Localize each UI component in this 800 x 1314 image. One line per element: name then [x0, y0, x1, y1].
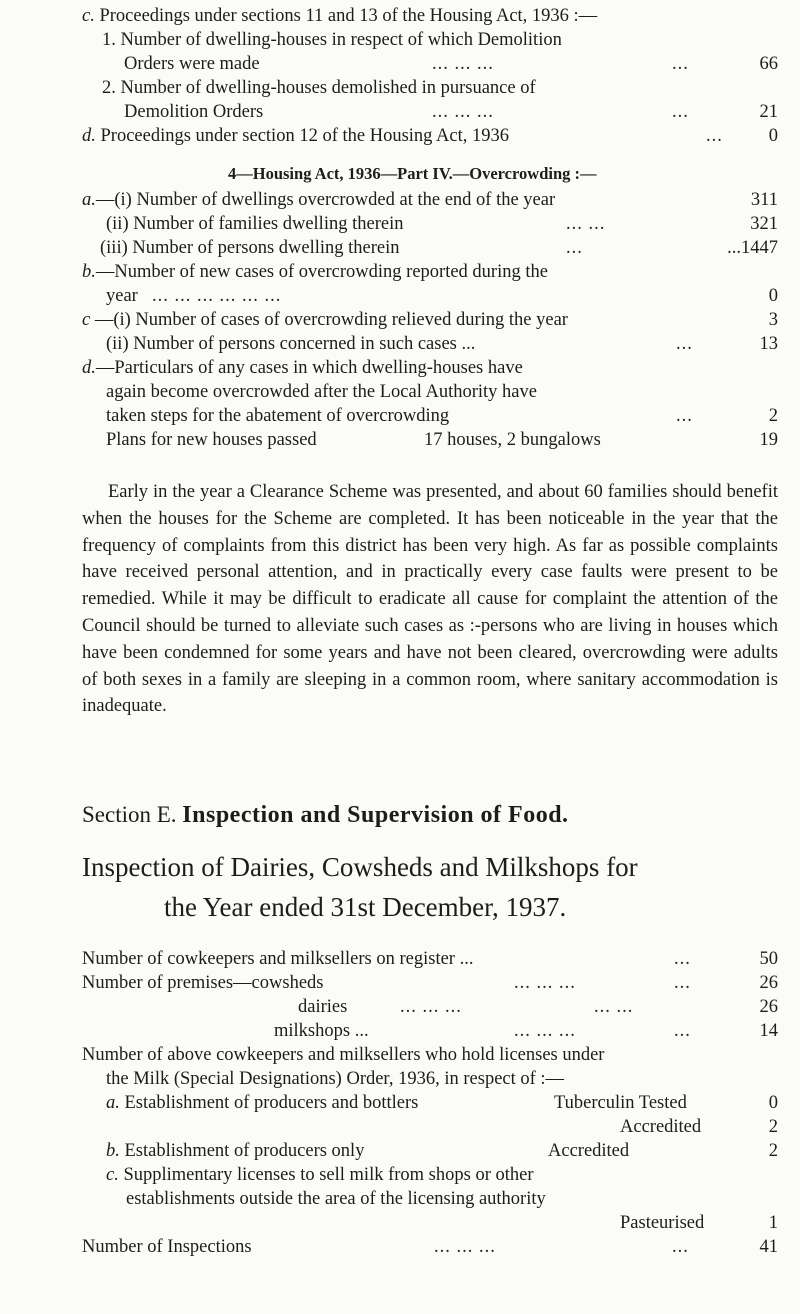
- overcrowding-a3: (iii) Number of persons dwelling therein: [100, 238, 400, 258]
- housing-d-text: Proceedings under section 12 of the Housing Act, 1936: [100, 126, 509, 146]
- leader-dots: ...: [676, 334, 693, 354]
- overcrowding-a1-text: —(i) Number of dwellings overcrowded at the end of the year: [95, 190, 556, 210]
- licence-c-category: Pasteurised: [620, 1213, 705, 1233]
- overcrowding-c1-value: 3: [768, 310, 778, 330]
- leader-dots: ... ... ... ... ... ...: [152, 286, 282, 306]
- leader-dots: ...: [674, 1021, 691, 1041]
- clearance-paragraph-text: Early in the year a Clearance Scheme was presented, and about 60 families should benefit when the houses for the Scheme are completed. It has been noticeable in the year that the frequency of complaints from this district has been very high. As far as possible complaints have received personal attention, and in practically every case faults were present to be remedied. While it may be difficult to eradicate all cause for complaint the attention of the Council should be turned to alleviate such cases as :-persons who are living in houses which have been condemned for some years and have not been cleared, overcrowding were adults of both sexes in a family are sleeping in a common room, where sanitary accommodation is inadequate.: [82, 482, 778, 717]
- housing-c-item1-value: 66: [759, 54, 778, 74]
- licence-c-cont: establishments outside the area of the licensing authority: [126, 1189, 546, 1209]
- overcrowding-d: [82, 357, 523, 379]
- overcrowding-a1-value: 311: [750, 190, 778, 210]
- housing-c-heading: [82, 5, 597, 27]
- housing-c-letter: c.: [82, 6, 95, 26]
- overcrowding-d-letter: d.: [82, 358, 96, 378]
- housing-c-item1-cont: Orders were made: [124, 54, 260, 74]
- plans-text: Plans for new houses passed: [106, 430, 317, 450]
- dairies-cowsheds-value: 26: [759, 973, 778, 993]
- dairies-cowsheds: Number of premises—cowsheds: [82, 973, 324, 993]
- leader-dots: ... ... ...: [514, 1021, 576, 1041]
- leader-dots: ...: [672, 102, 689, 122]
- leader-dots: ... ...: [594, 997, 634, 1017]
- leader-dots: ... ... ...: [434, 1237, 496, 1257]
- inspections-value: 41: [759, 1237, 778, 1257]
- dairies-licenses-cont: the Milk (Special Designations) Order, 1936, in respect of :—: [106, 1069, 565, 1089]
- dairies-licenses: Number of above cowkeepers and milksellers who hold licenses under: [82, 1045, 605, 1065]
- overcrowding-c1-text: —(i) Number of cases of overcrowding relieved during the year: [90, 310, 568, 330]
- licence-a-letter: a.: [106, 1093, 120, 1113]
- licence-a-category2: Accredited: [620, 1117, 702, 1137]
- licence-b: [106, 1140, 364, 1162]
- clearance-paragraph: [82, 479, 778, 720]
- licence-c: [106, 1164, 534, 1186]
- licence-a: [106, 1092, 418, 1114]
- leader-dots: ...: [706, 126, 723, 146]
- leader-dots: ... ... ...: [432, 54, 494, 74]
- dairies-dairies: dairies: [298, 997, 348, 1017]
- overcrowding-b-cont: year: [106, 286, 138, 306]
- licence-c-text: Supplimentary licenses to sell milk from shops or other: [123, 1165, 534, 1185]
- overcrowding-a1: [82, 189, 555, 211]
- overcrowding-a2: (ii) Number of families dwelling therein: [106, 214, 404, 234]
- overcrowding-c1: [82, 309, 568, 331]
- overcrowding-d-cont1: again become overcrowded after the Local Authority have: [106, 382, 537, 402]
- leader-dots: ... ... ...: [400, 997, 462, 1017]
- overcrowding-c2-value: 13: [759, 334, 778, 354]
- leader-dots: ...: [674, 973, 691, 993]
- housing-c-item2-cont: Demolition Orders: [124, 102, 264, 122]
- housing-c-item2-value: 21: [759, 102, 778, 122]
- housing-c-item2: 2. Number of dwelling-houses demolished in pursuance of: [102, 78, 536, 98]
- licence-a-category: Tuberculin Tested: [554, 1093, 687, 1113]
- leader-dots: ...: [672, 1237, 689, 1257]
- overcrowding-b-value: 0: [768, 286, 778, 306]
- leader-dots: ...: [676, 406, 693, 426]
- housing-d-letter: d.: [82, 126, 96, 146]
- licence-a-value2: 2: [768, 1117, 778, 1137]
- section-e-title: Inspection and Supervision of Food.: [182, 802, 569, 828]
- inspections: Number of Inspections: [82, 1237, 252, 1257]
- leader-dots: ...: [672, 54, 689, 74]
- overcrowding-d-text: —Particulars of any cases in which dwelling-houses have: [95, 358, 523, 378]
- overcrowding-d-cont2: taken steps for the abatement of overcrowding: [106, 406, 450, 426]
- overcrowding-a3-value: ...1447: [727, 238, 778, 258]
- housing-c-heading-text: Proceedings under sections 11 and 13 of the Housing Act, 1936 :—: [99, 6, 598, 26]
- leader-dots: ...: [566, 238, 583, 258]
- leader-dots: ... ...: [566, 214, 606, 234]
- licence-c-value: 1: [768, 1213, 778, 1233]
- licence-a-value: 0: [768, 1093, 778, 1113]
- leader-dots: ... ... ...: [514, 973, 576, 993]
- licence-b-category: Accredited: [548, 1141, 630, 1161]
- housing-d-value: 0: [768, 126, 778, 146]
- overcrowding-b-text: —Number of new cases of overcrowding reported during the: [95, 262, 548, 282]
- overcrowding-a2-value: 321: [750, 214, 778, 234]
- housing-c-item1: 1. Number of dwelling-houses in respect of which Demolition: [102, 30, 562, 50]
- section-e-heading: [82, 800, 569, 830]
- leader-dots: ...: [674, 949, 691, 969]
- licence-a-text: Establishment of producers and bottlers: [124, 1093, 419, 1113]
- overcrowding-c2: (ii) Number of persons concerned in such cases ...: [106, 334, 476, 354]
- overcrowding-c-letter: c: [82, 310, 91, 330]
- overcrowding-d-value: 2: [768, 406, 778, 426]
- licence-b-value: 2: [768, 1141, 778, 1161]
- plans-detail: 17 houses, 2 bungalows: [424, 430, 601, 450]
- dairies-dairies-value: 26: [759, 997, 778, 1017]
- overcrowding-b: [82, 261, 548, 283]
- licence-b-letter: b.: [106, 1141, 120, 1161]
- dairies-register: Number of cowkeepers and milksellers on register ...: [82, 949, 474, 969]
- licence-b-text: Establishment of producers only: [124, 1141, 365, 1161]
- overcrowding-a-letter: a.: [82, 190, 96, 210]
- leader-dots: ... ... ...: [432, 102, 494, 122]
- section-e-prefix: Section E.: [82, 802, 177, 827]
- overcrowding-b-letter: b.: [82, 262, 96, 282]
- dairies-title-line2: the Year ended 31st December, 1937.: [164, 892, 567, 922]
- licence-c-letter: c.: [106, 1165, 119, 1185]
- plans-value: 19: [759, 430, 778, 450]
- housing-d-line: [82, 125, 509, 147]
- dairies-milkshops: milkshops ...: [274, 1021, 369, 1041]
- dairies-milkshops-value: 14: [759, 1021, 778, 1041]
- overcrowding-heading: 4—Housing Act, 1936—Part IV.—Overcrowding :—: [228, 164, 597, 183]
- dairies-title-line1: Inspection of Dairies, Cowsheds and Milkshops for: [82, 852, 638, 882]
- dairies-register-value: 50: [759, 949, 778, 969]
